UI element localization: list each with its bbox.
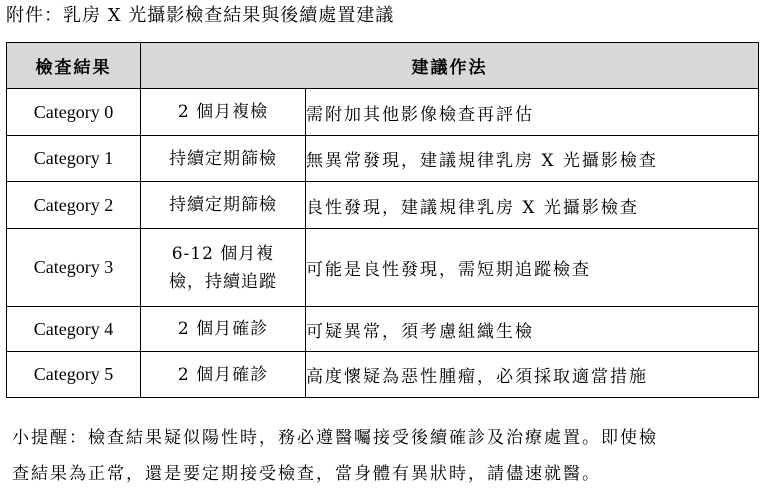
category-cell: Category 0 — [7, 89, 141, 136]
table-row — [7, 352, 759, 398]
category-cell: Category 1 — [7, 136, 141, 182]
frequency-cell: 2 個月確診 — [141, 352, 306, 398]
table-row — [7, 182, 759, 229]
recommendation-cell: 良性發現，建議規律乳房 X 光攝影檢查 — [306, 182, 759, 229]
recommendation-cell: 需附加其他影像檢查再評估 — [306, 89, 759, 136]
reminder-note-line: 查結果為正常，還是要定期接受檢查，當身體有異狀時，請儘速就醫。 — [12, 464, 601, 484]
frequency-line: 6-12 個月複 — [171, 243, 275, 264]
header-recommendation: 建議作法 — [141, 43, 759, 89]
category-cell: Category 3 — [7, 229, 141, 307]
recommendation-cell: 高度懷疑為惡性腫瘤，必須採取適當措施 — [306, 352, 759, 398]
table-header-row — [7, 43, 759, 89]
frequency-cell: 持續定期篩檢 — [141, 136, 306, 182]
header-result: 檢查結果 — [7, 43, 141, 89]
category-cell: Category 5 — [7, 352, 141, 398]
category-cell: Category 2 — [7, 182, 141, 229]
reminder-note — [12, 420, 760, 492]
frequency-line: 檢，持續追蹤 — [169, 271, 277, 292]
recommendation-cell: 可疑異常，須考慮組織生檢 — [306, 307, 759, 352]
frequency-cell: 2 個月確診 — [141, 307, 306, 352]
table-row — [7, 89, 759, 136]
reminder-note-line: 小提醒：檢查結果疑似陽性時，務必遵醫囑接受後續確診及治療處置。即使檢 — [12, 428, 658, 448]
table-row — [7, 136, 759, 182]
frequency-cell — [141, 229, 306, 307]
document-title: 附件：乳房 X 光攝影檢查結果與後續處置建議 — [6, 5, 395, 26]
frequency-cell: 持續定期篩檢 — [141, 182, 306, 229]
recommendation-cell: 無異常發現，建議規律乳房 X 光攝影檢查 — [306, 136, 759, 182]
screening-result-table — [6, 42, 759, 398]
recommendation-cell: 可能是良性發現，需短期追蹤檢查 — [306, 229, 759, 307]
frequency-cell: 2 個月複檢 — [141, 89, 306, 136]
table-row — [7, 307, 759, 352]
table-row — [7, 229, 759, 307]
category-cell: Category 4 — [7, 307, 141, 352]
